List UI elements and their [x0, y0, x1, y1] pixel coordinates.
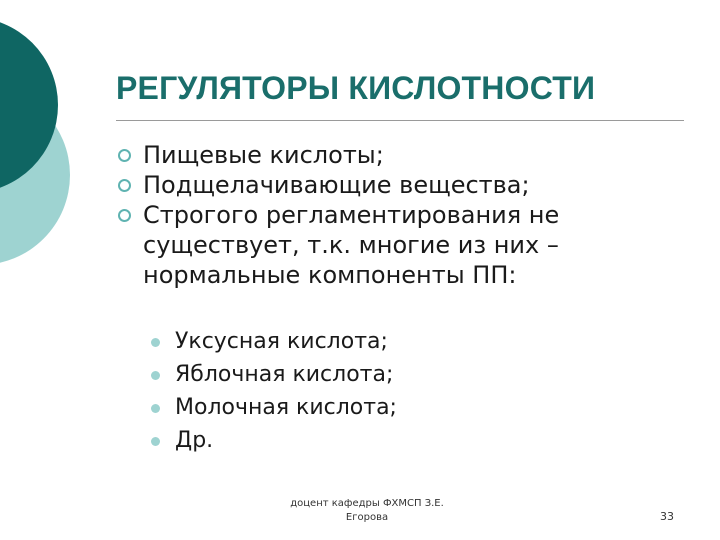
dot-bullet-icon: [151, 404, 160, 413]
footer-author-line1: доцент кафедры ФХМСП З.Е.: [290, 498, 444, 509]
bullet-item: [116, 170, 653, 200]
bullet-item: [116, 200, 653, 290]
sub-bullet-item: [175, 424, 397, 457]
page-number: 33: [660, 510, 674, 523]
sub-bullet-text: Др.: [175, 428, 214, 453]
bullet-item: [116, 140, 653, 170]
bullet-text: Подщелачивающие вещества;: [143, 171, 530, 199]
footer-author-line2: Егорова: [345, 512, 389, 523]
title-divider: [116, 120, 684, 121]
bullet-list: [116, 140, 653, 290]
sub-bullet-list: [175, 325, 397, 457]
decorative-circles: [0, 0, 110, 300]
footer-author: [262, 497, 472, 525]
sub-bullet-item: [175, 325, 397, 358]
sub-bullet-text: Уксусная кислота;: [175, 329, 388, 354]
ring-bullet-icon: [118, 209, 131, 222]
ring-bullet-icon: [118, 149, 131, 162]
ring-bullet-icon: [118, 179, 131, 192]
bullet-text: Строгого регламентирования не существует, т.к. многие из них – нормальные компоненты ПП:: [143, 201, 560, 289]
sub-bullet-item: [175, 391, 397, 424]
bullet-text: Пищевые кислоты;: [143, 141, 384, 169]
sub-bullet-text: Молочная кислота;: [175, 395, 397, 420]
slide-title: РЕГУЛЯТОРЫ КИСЛОТНОСТИ: [116, 70, 596, 106]
dot-bullet-icon: [151, 338, 160, 347]
dot-bullet-icon: [151, 437, 160, 446]
sub-bullet-text: Яблочная кислота;: [175, 362, 394, 387]
dot-bullet-icon: [151, 371, 160, 380]
sub-bullet-item: [175, 358, 397, 391]
